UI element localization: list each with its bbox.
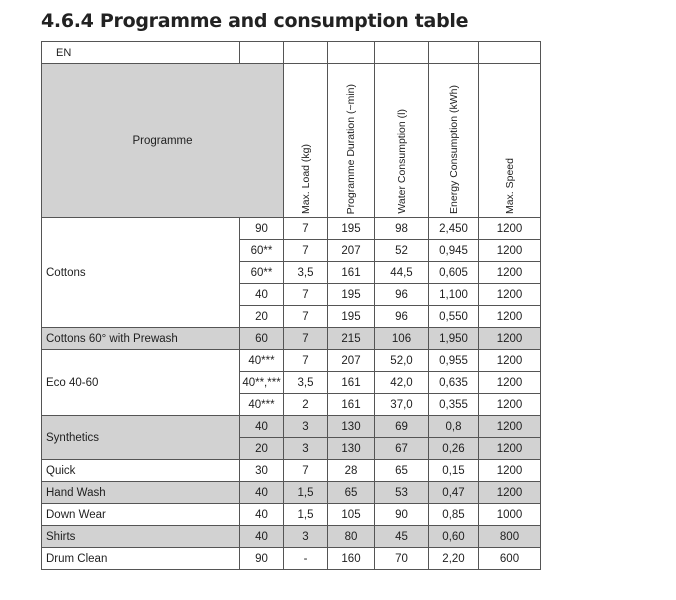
load-cell: 3 (284, 438, 328, 460)
temp-cell: 40 (240, 416, 284, 438)
header-programme (42, 64, 284, 218)
water-cell: 69 (375, 416, 429, 438)
load-cell: 1,5 (284, 482, 328, 504)
load-cell: 3,5 (284, 372, 328, 394)
table-row (42, 526, 541, 548)
speed-cell: 1200 (479, 394, 541, 416)
page-title: 4.6.4 Programme and consumption table (41, 10, 469, 32)
load-cell: 3 (284, 526, 328, 548)
water-cell: 45 (375, 526, 429, 548)
temp-cell: 20 (240, 438, 284, 460)
load-cell: 2 (284, 394, 328, 416)
duration-cell: 195 (328, 284, 375, 306)
load-cell: 3 (284, 416, 328, 438)
temp-cell: 40*** (240, 394, 284, 416)
programme-name: Down Wear (42, 504, 240, 526)
load-cell: 1,5 (284, 504, 328, 526)
temp-cell: 30 (240, 460, 284, 482)
load-cell: 7 (284, 306, 328, 328)
speed-cell: 1000 (479, 504, 541, 526)
language-label: EN (42, 42, 240, 64)
load-cell: 7 (284, 460, 328, 482)
empty-cell (240, 42, 284, 64)
table-row (42, 460, 541, 482)
water-cell: 44,5 (375, 262, 429, 284)
load-cell: 7 (284, 350, 328, 372)
energy-cell: 0,15 (429, 460, 479, 482)
water-cell: 42,0 (375, 372, 429, 394)
programme-name: Hand Wash (42, 482, 240, 504)
header-energy (429, 64, 479, 218)
programme-name: Drum Clean (42, 548, 240, 570)
duration-cell: 28 (328, 460, 375, 482)
duration-cell: 130 (328, 416, 375, 438)
header-water (375, 64, 429, 218)
speed-cell: 1200 (479, 262, 541, 284)
temp-cell: 60** (240, 262, 284, 284)
duration-cell: 80 (328, 526, 375, 548)
programme-name: Shirts (42, 526, 240, 548)
water-cell: 65 (375, 460, 429, 482)
duration-cell: 215 (328, 328, 375, 350)
consumption-table (41, 41, 541, 570)
load-cell: 7 (284, 328, 328, 350)
energy-cell: 0,635 (429, 372, 479, 394)
programme-name: Eco 40-60 (42, 350, 240, 416)
empty-cell (284, 42, 328, 64)
header-load (284, 64, 328, 218)
duration-cell: 161 (328, 372, 375, 394)
energy-cell: 1,100 (429, 284, 479, 306)
load-cell: 3,5 (284, 262, 328, 284)
energy-cell: 0,85 (429, 504, 479, 526)
temp-cell: 40 (240, 504, 284, 526)
water-cell: 96 (375, 306, 429, 328)
header-water-label: Water Consumption (l) (395, 109, 408, 214)
temp-cell: 60** (240, 240, 284, 262)
water-cell: 70 (375, 548, 429, 570)
duration-cell: 207 (328, 240, 375, 262)
programme-name: Cottons 60° with Prewash (42, 328, 240, 350)
programme-name: Cottons (42, 218, 240, 328)
header-duration-label: Programme Duration (~min) (345, 83, 357, 214)
energy-cell: 0,8 (429, 416, 479, 438)
water-cell: 52 (375, 240, 429, 262)
table-row (42, 482, 541, 504)
water-cell: 52,0 (375, 350, 429, 372)
header-duration (328, 64, 375, 218)
speed-cell: 1200 (479, 460, 541, 482)
energy-cell: 0,26 (429, 438, 479, 460)
duration-cell: 130 (328, 438, 375, 460)
load-cell: 7 (284, 240, 328, 262)
duration-cell: 207 (328, 350, 375, 372)
temp-cell: 40**,*** (240, 372, 284, 394)
load-cell: - (284, 548, 328, 570)
header-speed (479, 64, 541, 218)
water-cell: 37,0 (375, 394, 429, 416)
temp-cell: 90 (240, 218, 284, 240)
empty-cell (429, 42, 479, 64)
speed-cell: 1200 (479, 306, 541, 328)
energy-cell: 0,605 (429, 262, 479, 284)
water-cell: 96 (375, 284, 429, 306)
temp-cell: 20 (240, 306, 284, 328)
table-row (42, 548, 541, 570)
speed-cell: 1200 (479, 372, 541, 394)
header-speed-label: Max. Speed (503, 157, 516, 214)
speed-cell: 1200 (479, 284, 541, 306)
water-cell: 106 (375, 328, 429, 350)
empty-cell (479, 42, 541, 64)
duration-cell: 161 (328, 262, 375, 284)
water-cell: 98 (375, 218, 429, 240)
speed-cell: 1200 (479, 438, 541, 460)
header-programme-label: Programme (132, 134, 193, 147)
energy-cell: 0,47 (429, 482, 479, 504)
duration-cell: 65 (328, 482, 375, 504)
temp-cell: 40 (240, 526, 284, 548)
speed-cell: 1200 (479, 328, 541, 350)
duration-cell: 160 (328, 548, 375, 570)
table-row (42, 328, 541, 350)
programme-name: Quick (42, 460, 240, 482)
duration-cell: 195 (328, 306, 375, 328)
speed-cell: 1200 (479, 416, 541, 438)
speed-cell: 1200 (479, 218, 541, 240)
load-cell: 7 (284, 284, 328, 306)
speed-cell: 800 (479, 526, 541, 548)
energy-cell: 0,955 (429, 350, 479, 372)
energy-cell: 0,550 (429, 306, 479, 328)
speed-cell: 1200 (479, 350, 541, 372)
energy-cell: 2,20 (429, 548, 479, 570)
energy-cell: 0,60 (429, 526, 479, 548)
energy-cell: 1,950 (429, 328, 479, 350)
duration-cell: 161 (328, 394, 375, 416)
programme-name: Synthetics (42, 416, 240, 460)
speed-cell: 600 (479, 548, 541, 570)
energy-cell: 2,450 (429, 218, 479, 240)
header-energy-label: Energy Consumption (kWh) (447, 85, 460, 214)
energy-cell: 0,945 (429, 240, 479, 262)
table-row (42, 416, 541, 438)
temp-cell: 40*** (240, 350, 284, 372)
empty-cell (375, 42, 429, 64)
empty-cell (328, 42, 375, 64)
water-cell: 67 (375, 438, 429, 460)
water-cell: 90 (375, 504, 429, 526)
water-cell: 53 (375, 482, 429, 504)
table-row (42, 504, 541, 526)
duration-cell: 195 (328, 218, 375, 240)
table-row (42, 218, 541, 240)
duration-cell: 105 (328, 504, 375, 526)
table-row (42, 350, 541, 372)
energy-cell: 0,355 (429, 394, 479, 416)
load-cell: 7 (284, 218, 328, 240)
temp-cell: 40 (240, 284, 284, 306)
temp-cell: 60 (240, 328, 284, 350)
speed-cell: 1200 (479, 482, 541, 504)
temp-cell: 90 (240, 548, 284, 570)
header-load-label: Max. Load (kg) (299, 143, 312, 214)
temp-cell: 40 (240, 482, 284, 504)
speed-cell: 1200 (479, 240, 541, 262)
